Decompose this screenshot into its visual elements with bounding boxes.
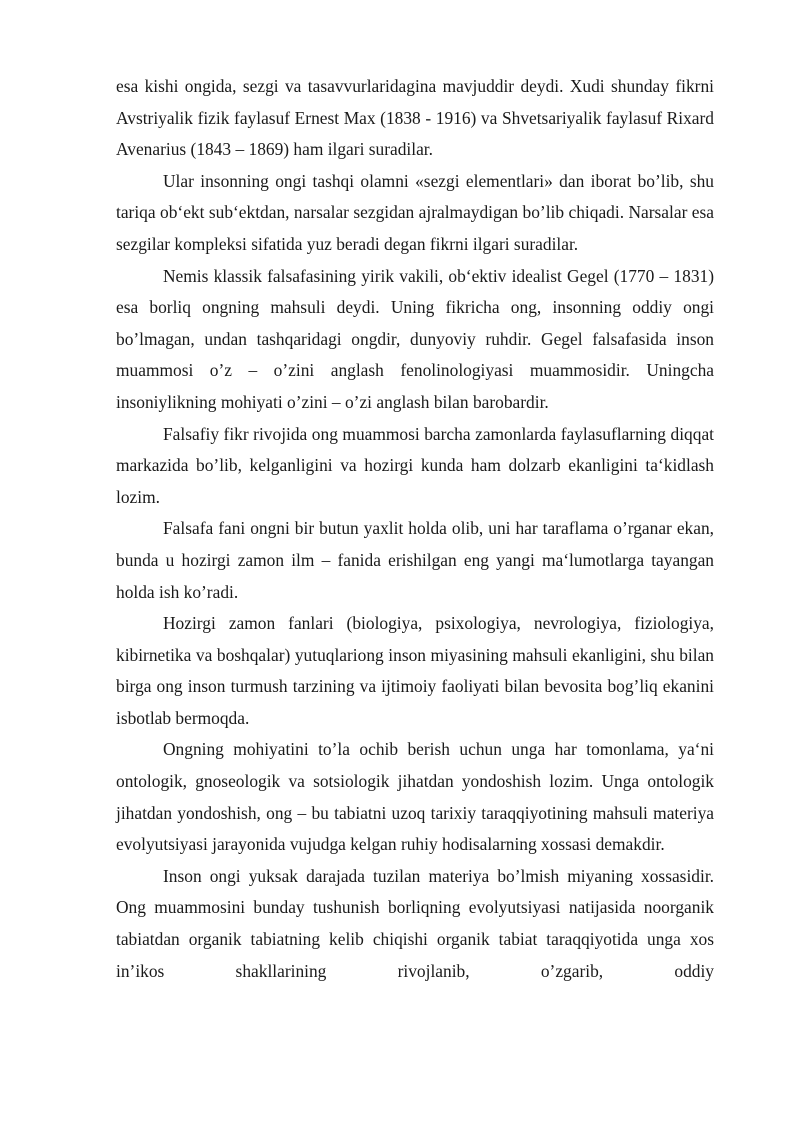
paragraph-6: Hozirgi zamon fanlari (biologiya, psixologiya, nevrologiya, fiziologiya, kibirnetika va boshqalar) yutuqlariong inson miyasining mahsuli ekanligini, shu bilan birga ong inson turmush tarzining va ijtimoiy faoliyati bilan bevosita bog’liq ekanini isbotlab bermoqda. bbox=[116, 613, 714, 728]
paragraph-3: Nemis klassik falsafasining yirik vakili, ob‘ektiv idealist Gegel (1770 – 1831) esa borliq ongning mahsuli deydi. Uning fikricha ong, insonning oddiy ongi bo’lmagan, undan tashqaridagi ongdir, dunyoviy ruhdir. Gegel falsafasida inson muammosi o’z – o’zini anglash fenolinologiyasi muammosidir. Uningcha insoniylikning mohiyati o’zini – o’zi anglash bilan barobardir. bbox=[116, 265, 714, 412]
paragraph-7: Ongning mohiyatini to’la ochib berish uchun unga har tomonlama, ya‘ni ontologik, gnoseologik va sotsiologik jihatdan yondoshish lozim. Unga ontologik jihatdan yondoshish, ong – bu tabiatni uzoq tarixiy taraqqiyotining mahsuli materiya evolyutsiyasi jarayonida vujudga kelgan ruhiy hodisalarning xossasi demakdir. bbox=[116, 739, 714, 855]
paragraph-4: Falsafiy fikr rivojida ong muammosi barcha zamonlarda faylasuflarning diqqat markazida bo’lib, kelganligini va hozirgi kunda ham dolzarb ekanligini ta‘kidlash lozim. bbox=[116, 423, 714, 507]
paragraph-5: Falsafa fani ongni bir butun yaxlit holda olib, uni har taraflama o’rganar ekan, bunda u hozirgi zamon ilm – fanida erishilgan eng yangi ma‘lumotlarga tayangan holda ish ko’radi. bbox=[116, 518, 714, 602]
paragraph-1: esa kishi ongida, sezgi va tasavvurlaridagina mavjuddir deydi. Xudi shunday fikrni Avstriyalik fizik faylasuf Ernest Max (1838 - 1916) va Shvetsariyalik faylasuf Rixard Avenarius (1843 – 1869) ham ilgari suradilar. bbox=[116, 76, 714, 160]
paragraph-2: Ular insonning ongi tashqi olamni «sezgi elementlari» dan iborat bo’lib, shu tariqa ob‘ekt sub‘ektdan, narsalar sezgidan ajralmaydigan bo’lib chiqadi. Narsalar esa sezgilar kompleksi sifatida yuz beradi degan fikrni ilgari suradilar. bbox=[116, 170, 714, 254]
paragraph-8: Inson ongi yuksak darajada tuzilan materiya bo’lmish miyaning xossasidir. Ong muammosini bunday tushunish borliqning evolyutsiyasi natijasida noorganik tabiatdan organik tabiatning kelib chiqishi organik tabiat taraqqiyotida unga xos in’ikos shakllarining rivojlanib, o’zgarib, oddiy bbox=[116, 865, 714, 981]
document-page bbox=[116, 71, 714, 987]
